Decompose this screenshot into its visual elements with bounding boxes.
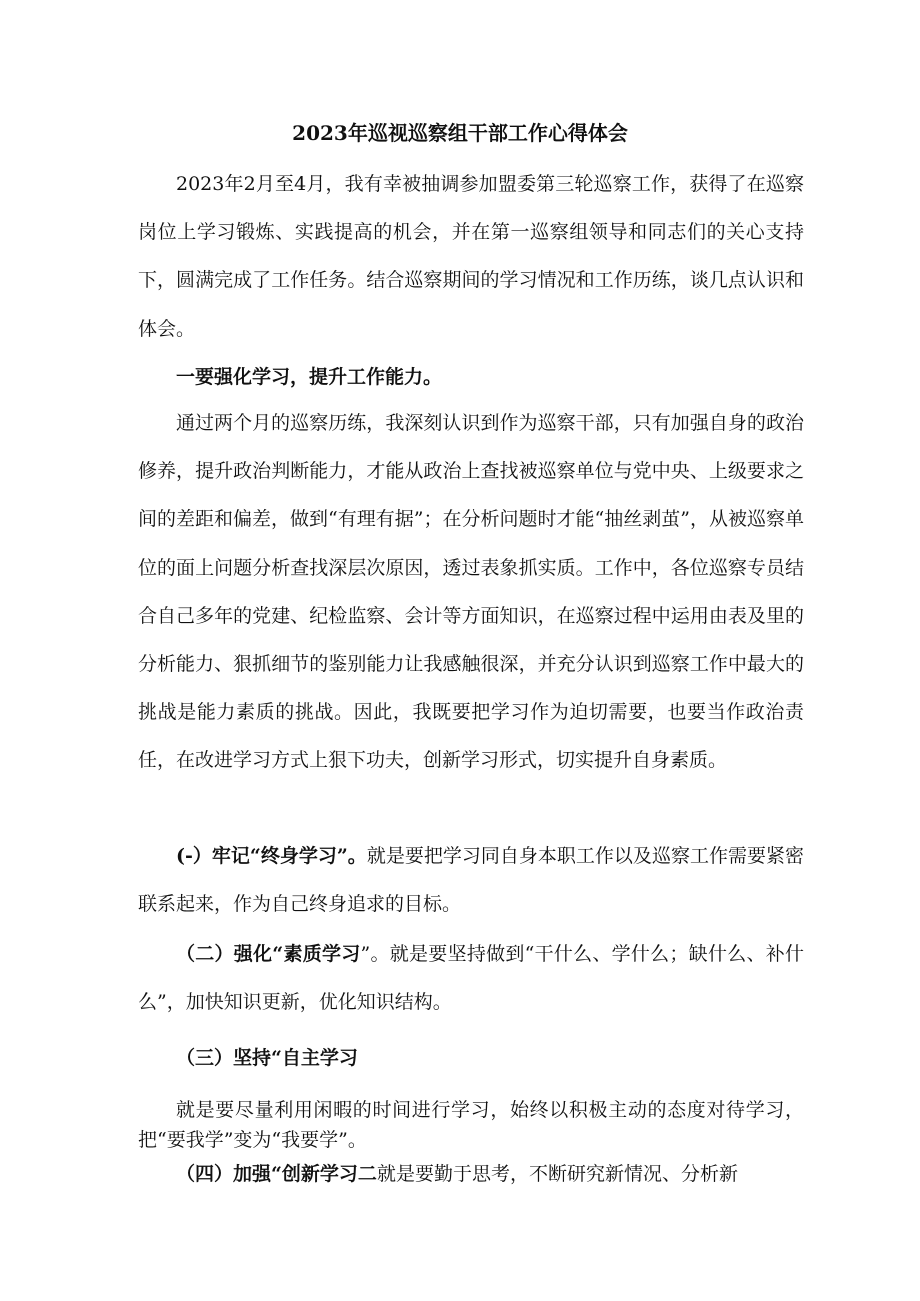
item1-text: 就是要把学习同自身本职工作以及巡察工作需要紧密联系起来，作为自己终身追求的目标。 <box>138 845 804 916</box>
section1-heading: 一要强化学习，提升工作能力。 <box>176 366 443 388</box>
item1-paragraph <box>138 832 804 928</box>
document-title: 2023年巡视巡察组干部工作心得体会 <box>292 121 628 145</box>
item2-text: ”。就是要坚持做到“干什么、学什么；缺什么、补什么”，加快知识更新，优化知识结构。 <box>138 943 804 1014</box>
item2-label: （二）强化“素质学习 <box>176 943 361 965</box>
section1-paragraph: 通过两个月的巡察历练，我深刻认识到作为巡察干部，只有加强自身的政治修养，提升政治判断能力，才能从政治上查找被巡察单位与党中央、上级要求之间的差距和偏差，做到“有理有据”；在分析问题时才能“抽丝剥茧”，从被巡察单位的面上问题分析查找深层次原因，透过表象抓实质。工作中，各位巡察专员结合自己多年的党建、纪检监察、会计等方面知识，在巡察过程中运用由表及里的分析能力、狠抓细节的鉴别能力让我感触很深，并充分认识到巡察工作中最大的挑战是能力素质的挑战。因此，我既要把学习作为迫切需要，也要当作政治责任，在改进学习方式上狠下功夫，创新学习形式，切实提升自身素质。 <box>138 412 804 772</box>
item4-paragraph <box>138 1150 804 1198</box>
item3-paragraph: 就是要尽量利用闲暇的时间进行学习，始终以积极主动的态度对待学习，把“要我学”变为“我要学”。 <box>138 1099 804 1151</box>
item4-label: （四）加强“创新学习二 <box>176 1163 377 1185</box>
item3-heading: （三）坚持“自主学习 <box>176 1047 358 1069</box>
intro-paragraph: 2023年2月至4月，我有幸被抽调参加盟委第三轮巡察工作，获得了在巡察岗位上学习锻炼、实践提高的机会，并在第一巡察组领导和同志们的关心支持下，圆满完成了工作任务。结合巡察期间的学习情况和工作历练，谈几点认识和体会。 <box>138 173 804 340</box>
item1-label: (-）牢记“终身学习”。 <box>176 845 367 867</box>
item2-paragraph <box>138 930 804 1026</box>
item4-text: 就是要勤于思考，不断研究新情况、分析新 <box>376 1163 738 1185</box>
